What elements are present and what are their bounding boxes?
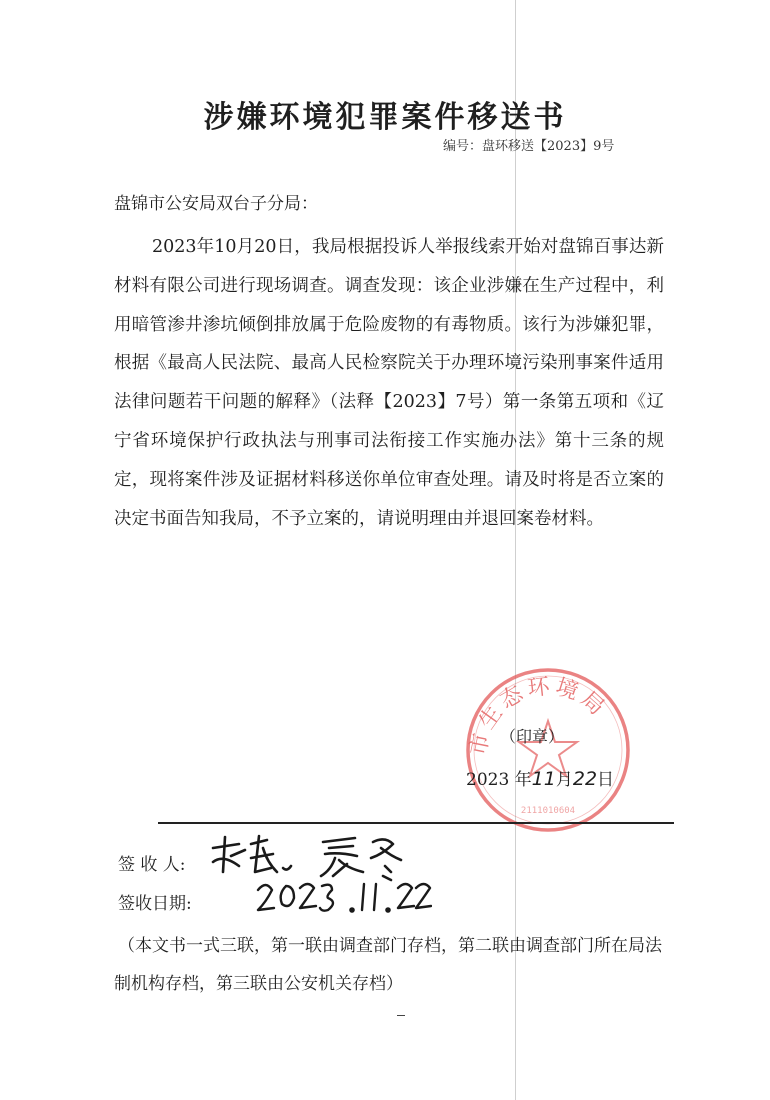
receipt-divider	[158, 822, 674, 824]
issue-date-month-suffix: 月	[555, 770, 573, 790]
issue-date	[466, 765, 614, 790]
svg-text:市生态环境局: 市生态环境局	[466, 674, 612, 758]
seal-label: （印章）	[500, 727, 565, 746]
footer-note: （本文书一式三联，第一联由调查部门存档，第二联由调查部门所在局法制机构存档，第三联由公安机关存档）	[114, 936, 662, 994]
issue-date-month: 11	[531, 768, 556, 790]
footer-dash	[397, 1015, 405, 1016]
svg-text:2111010604: 2111010604	[520, 806, 576, 816]
receipt-date-label: 签收日期:	[118, 894, 192, 914]
document-title: 涉嫌环境犯罪案件移送书	[203, 100, 567, 135]
handwritten-receipt-date	[252, 872, 432, 922]
issue-date-year: 2023	[466, 770, 510, 790]
issue-date-day-suffix: 日	[597, 770, 615, 790]
body-paragraph: 2023年10月20日，我局根据投诉人举报线索开始对盘锦百事达新材料有限公司进行现场调查。调查发现：该企业涉嫌在生产过程中，利用暗管渗井渗坑倾倒排放属于危险废物的有毒物质。该行为涉嫌犯罪，根据《最高人民法院、最高人民检察院关于办理环境污染刑事案件适用法律问题若干问题的解释》（法释【2023】7号）第一条第五项和《辽宁省环境保护行政执法与刑事司法衔接工作实施办法》第十三条的规定，现将案件涉及证据材料移送你单位审查处理。请及时将是否立案的决定书面告知我局，不予立案的，请说明理由并退回案卷材料。	[114, 237, 664, 529]
addressee: 盘锦市公安局双台子分局：	[114, 194, 318, 214]
document-number: 编号：盘环移送【2023】9号	[443, 139, 615, 154]
issue-date-day: 22	[572, 768, 598, 790]
recipient-label: 签 收 人:	[118, 855, 186, 875]
official-seal-stamp	[461, 663, 635, 837]
issue-date-year-suffix: 年	[514, 770, 532, 790]
